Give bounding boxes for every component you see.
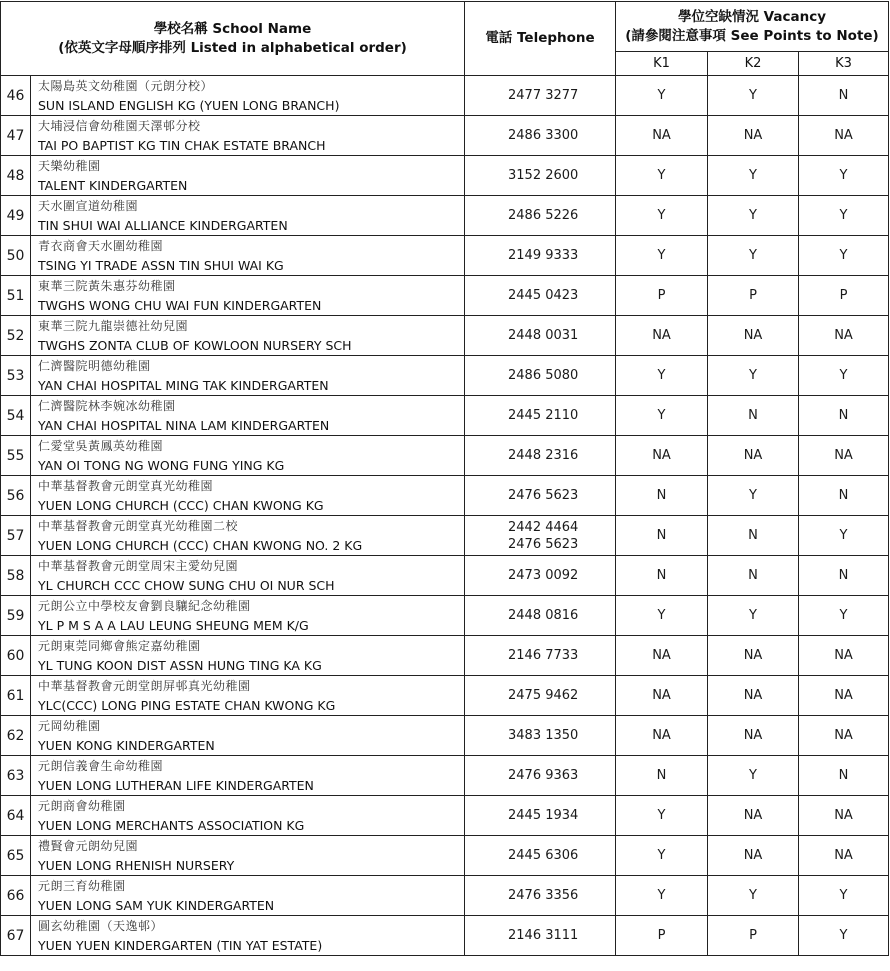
row-number: 50 [1,236,31,276]
k3-header: K3 [799,52,889,76]
table-row [1,596,889,636]
school-name-chinese: 元岡幼稚園 [38,718,101,733]
vacancy-k3-cell: Y [799,596,889,636]
vacancy-k1-cell: NA [616,716,708,756]
school-name-english: YUEN LONG SAM YUK KINDERGARTEN [38,897,275,913]
vacancy-k1-cell: NA [616,676,708,716]
vacancy-k1-cell: NA [616,636,708,676]
school-name-chinese: 元朗商會幼稚園 [38,798,126,813]
telephone-number: 2149 9333 [508,248,579,263]
telephone-cell [465,716,616,756]
school-name-chinese: 仁愛堂吳黃鳳英幼稚園 [38,438,164,453]
vacancy-k2-cell: Y [708,476,799,516]
vacancy-k3-cell: N [799,76,889,116]
vacancy-k2-cell: NA [708,796,799,836]
school-name-chinese: 天水圍宣道幼稚園 [38,198,139,213]
vacancy-header-line1: 學位空缺情況 Vacancy [677,8,827,25]
telephone-cell [465,916,616,956]
telephone-header: 電話 Telephone [465,2,616,76]
vacancy-k3-cell: NA [799,836,889,876]
school-name-cell [31,756,465,796]
table-row [1,836,889,876]
telephone-number: 2146 7733 [508,648,579,663]
school-name-english: TWGHS ZONTA CLUB OF KOWLOON NURSERY SCH [38,337,352,353]
school-name-chinese: 天樂幼稚園 [38,158,101,173]
telephone-number: 2486 3300 [508,128,579,143]
vacancy-k1-cell: Y [616,356,708,396]
school-name-english: YUEN LONG CHURCH (CCC) CHAN KWONG KG [38,497,324,513]
telephone-number: 2448 2316 [508,448,579,463]
row-number: 47 [1,116,31,156]
vacancy-k3-cell: NA [799,436,889,476]
school-name-cell [31,356,465,396]
telephone-cell [465,756,616,796]
row-number: 67 [1,916,31,956]
vacancy-k2-cell: NA [708,836,799,876]
school-name-cell [31,836,465,876]
vacancy-k2-cell: NA [708,676,799,716]
school-name-chinese: 東華三院九龍崇德社幼兒園 [38,318,189,333]
row-number: 63 [1,756,31,796]
telephone-number: 3152 2600 [508,168,579,183]
row-number: 62 [1,716,31,756]
school-name-cell [31,556,465,596]
vacancy-k1-cell: Y [616,236,708,276]
telephone-number: 2445 1934 [508,808,579,823]
k1-header: K1 [616,52,708,76]
school-name-cell [31,316,465,356]
row-number: 65 [1,836,31,876]
school-name-chinese: 大埔浸信會幼稚園天澤邨分校 [38,118,201,133]
vacancy-k2-cell: Y [708,876,799,916]
vacancy-k3-cell: NA [799,716,889,756]
vacancy-k3-cell: N [799,476,889,516]
row-number: 60 [1,636,31,676]
row-number: 46 [1,76,31,116]
school-name-english: YAN CHAI HOSPITAL MING TAK KINDERGARTEN [38,377,329,393]
telephone-cell [465,516,616,556]
telephone-cell [465,676,616,716]
vacancy-k2-cell: Y [708,356,799,396]
school-name-cell [31,596,465,636]
row-number: 48 [1,156,31,196]
vacancy-k1-cell: Y [616,156,708,196]
vacancy-k2-cell: NA [708,636,799,676]
telephone-cell [465,76,616,116]
table-row [1,436,889,476]
vacancy-k1-cell: Y [616,836,708,876]
vacancy-k2-cell: Y [708,76,799,116]
table-row [1,876,889,916]
vacancy-k1-cell: P [616,276,708,316]
school-name-english: TSING YI TRADE ASSN TIN SHUI WAI KG [38,257,284,273]
telephone-number: 2445 2110 [508,408,579,423]
telephone-cell [465,556,616,596]
school-name-chinese: 元朗信義會生命幼稚園 [38,758,164,773]
school-name-english: YUEN LONG RHENISH NURSERY [38,857,235,873]
telephone-cell [465,636,616,676]
telephone-number: 2473 0092 [508,568,579,583]
school-name-chinese: 圓玄幼稚園（天逸邨） [38,918,164,933]
table-row [1,636,889,676]
telephone-cell [465,796,616,836]
school-name-english: YAN OI TONG NG WONG FUNG YING KG [38,457,285,473]
kindergarten-vacancy-table [0,1,889,956]
vacancy-header [616,2,889,52]
table-row [1,556,889,596]
telephone-cell [465,116,616,156]
table-row [1,316,889,356]
telephone-number: 2486 5226 [508,208,579,223]
telephone-cell [465,836,616,876]
school-name-english: TAI PO BAPTIST KG TIN CHAK ESTATE BRANCH [38,137,326,153]
school-name-cell [31,516,465,556]
school-name-chinese: 仁濟醫院林李婉冰幼稚園 [38,398,176,413]
telephone-number: 2442 4464 [508,519,579,535]
school-name-english: YUEN LONG LUTHERAN LIFE KINDERGARTEN [38,777,314,793]
table-row [1,356,889,396]
school-name-chinese: 青衣商會天水圍幼稚園 [38,238,164,253]
vacancy-k2-cell: Y [708,596,799,636]
school-name-english: TIN SHUI WAI ALLIANCE KINDERGARTEN [38,217,288,233]
table-body [1,76,889,956]
school-name-english: YUEN YUEN KINDERGARTEN (TIN YAT ESTATE) [38,937,323,953]
school-name-header-line1: 學校名稱 School Name [153,20,312,37]
vacancy-k1-cell: NA [616,436,708,476]
telephone-number: 2146 3111 [508,928,579,943]
row-number: 55 [1,436,31,476]
row-number: 52 [1,316,31,356]
table-row [1,276,889,316]
table-row [1,116,889,156]
table-row [1,516,889,556]
school-name-cell [31,876,465,916]
vacancy-k3-cell: Y [799,236,889,276]
table-row [1,916,889,956]
telephone-cell [465,156,616,196]
vacancy-k2-cell: P [708,916,799,956]
telephone-cell [465,436,616,476]
vacancy-k3-cell: Y [799,516,889,556]
school-name-english: YUEN LONG CHURCH (CCC) CHAN KWONG NO. 2 KG [38,537,363,553]
school-name-cell [31,396,465,436]
school-name-chinese: 東華三院黃朱惠芬幼稚園 [38,278,176,293]
telephone-cell [465,876,616,916]
vacancy-k3-cell: Y [799,916,889,956]
school-name-english: YUEN KONG KINDERGARTEN [38,737,215,753]
vacancy-k1-cell: N [616,516,708,556]
school-name-cell [31,236,465,276]
vacancy-k1-cell: N [616,476,708,516]
school-name-english: YUEN LONG MERCHANTS ASSOCIATION KG [38,817,305,833]
school-name-header-line2: (依英文字母順序排列 Listed in alphabetical order) [58,39,407,56]
row-number: 49 [1,196,31,236]
vacancy-k2-cell: N [708,556,799,596]
school-name-chinese: 中華基督教會元朗堂朗屏邨真光幼稚園 [38,678,251,693]
telephone-number: 2477 3277 [508,88,579,103]
school-name-cell [31,116,465,156]
row-number: 51 [1,276,31,316]
telephone-number: 2476 9363 [508,768,579,783]
table-row [1,236,889,276]
row-number: 61 [1,676,31,716]
school-name-cell [31,796,465,836]
telephone-cell [465,196,616,236]
telephone-number: 3483 1350 [508,728,579,743]
vacancy-k3-cell: P [799,276,889,316]
telephone-cell [465,356,616,396]
table-row [1,676,889,716]
telephone-number: 2445 0423 [508,288,579,303]
vacancy-k2-cell: NA [708,716,799,756]
school-name-cell [31,76,465,116]
vacancy-k1-cell: N [616,556,708,596]
telephone-number: 2445 6306 [508,848,579,863]
row-number: 54 [1,396,31,436]
telephone-cell [465,236,616,276]
table-row [1,796,889,836]
vacancy-k3-cell: N [799,556,889,596]
school-name-english: SUN ISLAND ENGLISH KG (YUEN LONG BRANCH) [38,97,340,113]
vacancy-k3-cell: NA [799,116,889,156]
vacancy-k1-cell: Y [616,396,708,436]
telephone-cell [465,316,616,356]
school-name-chinese: 太陽島英文幼稚園（元朗分校） [38,78,214,93]
vacancy-k1-cell: P [616,916,708,956]
school-name-cell [31,436,465,476]
school-name-chinese: 元朗公立中學校友會劉良驤紀念幼稚園 [38,598,251,613]
school-name-cell [31,276,465,316]
table-row [1,716,889,756]
school-name-chinese: 中華基督教會元朗堂真光幼稚園 [38,478,214,493]
vacancy-k2-cell: NA [708,436,799,476]
school-name-cell [31,156,465,196]
school-name-chinese: 禮賢會元朗幼兒園 [38,838,139,853]
school-name-english: YL TUNG KOON DIST ASSN HUNG TING KA KG [38,657,322,673]
vacancy-k3-cell: Y [799,156,889,196]
school-name-cell [31,676,465,716]
telephone-cell [465,276,616,316]
vacancy-k1-cell: Y [616,876,708,916]
school-name-english: YLC(CCC) LONG PING ESTATE CHAN KWONG KG [38,697,336,713]
row-number: 58 [1,556,31,596]
school-name-english: YL P M S A A LAU LEUNG SHEUNG MEM K/G [38,617,309,633]
telephone-number: 2486 5080 [508,368,579,383]
school-name-english: TALENT KINDERGARTEN [38,177,188,193]
vacancy-k1-cell: Y [616,196,708,236]
school-name-chinese: 中華基督教會元朗堂周宋主愛幼兒園 [38,558,239,573]
vacancy-k3-cell: Y [799,356,889,396]
vacancy-k1-cell: Y [616,76,708,116]
telephone-number: 2476 5623 [508,536,579,552]
telephone-number: 2448 0816 [508,608,579,623]
school-name-chinese: 仁濟醫院明德幼稚園 [38,358,151,373]
table-row [1,76,889,116]
school-name-cell [31,916,465,956]
school-name-cell [31,476,465,516]
vacancy-k1-cell: Y [616,796,708,836]
school-name-cell [31,196,465,236]
school-name-english: YAN CHAI HOSPITAL NINA LAM KINDERGARTEN [38,417,330,433]
vacancy-header-line2: (請參閱注意事項 See Points to Note) [625,27,879,44]
vacancy-k2-cell: N [708,516,799,556]
telephone-number: 2475 9462 [508,688,579,703]
school-name-chinese: 中華基督教會元朗堂真光幼稚園二校 [38,518,239,533]
k2-header: K2 [708,52,799,76]
telephone-cell [465,476,616,516]
vacancy-k3-cell: N [799,396,889,436]
vacancy-k2-cell: Y [708,156,799,196]
vacancy-k1-cell: NA [616,316,708,356]
vacancy-k2-cell: P [708,276,799,316]
school-name-chinese: 元朗三育幼稚園 [38,878,126,893]
vacancy-k2-cell: Y [708,196,799,236]
row-number: 66 [1,876,31,916]
table-row [1,196,889,236]
vacancy-k3-cell: NA [799,676,889,716]
vacancy-k3-cell: NA [799,316,889,356]
school-name-english: TWGHS WONG CHU WAI FUN KINDERGARTEN [38,297,322,313]
table-row [1,756,889,796]
vacancy-k1-cell: Y [616,596,708,636]
vacancy-k3-cell: NA [799,636,889,676]
vacancy-k2-cell: Y [708,236,799,276]
vacancy-k2-cell: N [708,396,799,436]
telephone-number: 2476 3356 [508,888,579,903]
telephone-cell [465,596,616,636]
table-row [1,156,889,196]
vacancy-k2-cell: NA [708,116,799,156]
telephone-number: 2448 0031 [508,328,579,343]
telephone-number: 2476 5623 [508,488,579,503]
vacancy-k3-cell: N [799,756,889,796]
header-row [1,2,889,52]
school-name-cell [31,636,465,676]
school-name-cell [31,716,465,756]
table-row [1,476,889,516]
vacancy-k2-cell: NA [708,316,799,356]
school-name-english: YL CHURCH CCC CHOW SUNG CHU OI NUR SCH [38,577,335,593]
row-number: 56 [1,476,31,516]
vacancy-k1-cell: N [616,756,708,796]
school-name-chinese: 元朗東莞同鄉會熊定嘉幼稚園 [38,638,201,653]
row-number: 53 [1,356,31,396]
telephone-cell [465,396,616,436]
row-number: 64 [1,796,31,836]
school-name-header [1,2,465,76]
vacancy-k3-cell: NA [799,796,889,836]
table-row [1,396,889,436]
vacancy-k3-cell: Y [799,196,889,236]
row-number: 59 [1,596,31,636]
vacancy-k1-cell: NA [616,116,708,156]
row-number: 57 [1,516,31,556]
vacancy-k3-cell: Y [799,876,889,916]
vacancy-k2-cell: Y [708,756,799,796]
